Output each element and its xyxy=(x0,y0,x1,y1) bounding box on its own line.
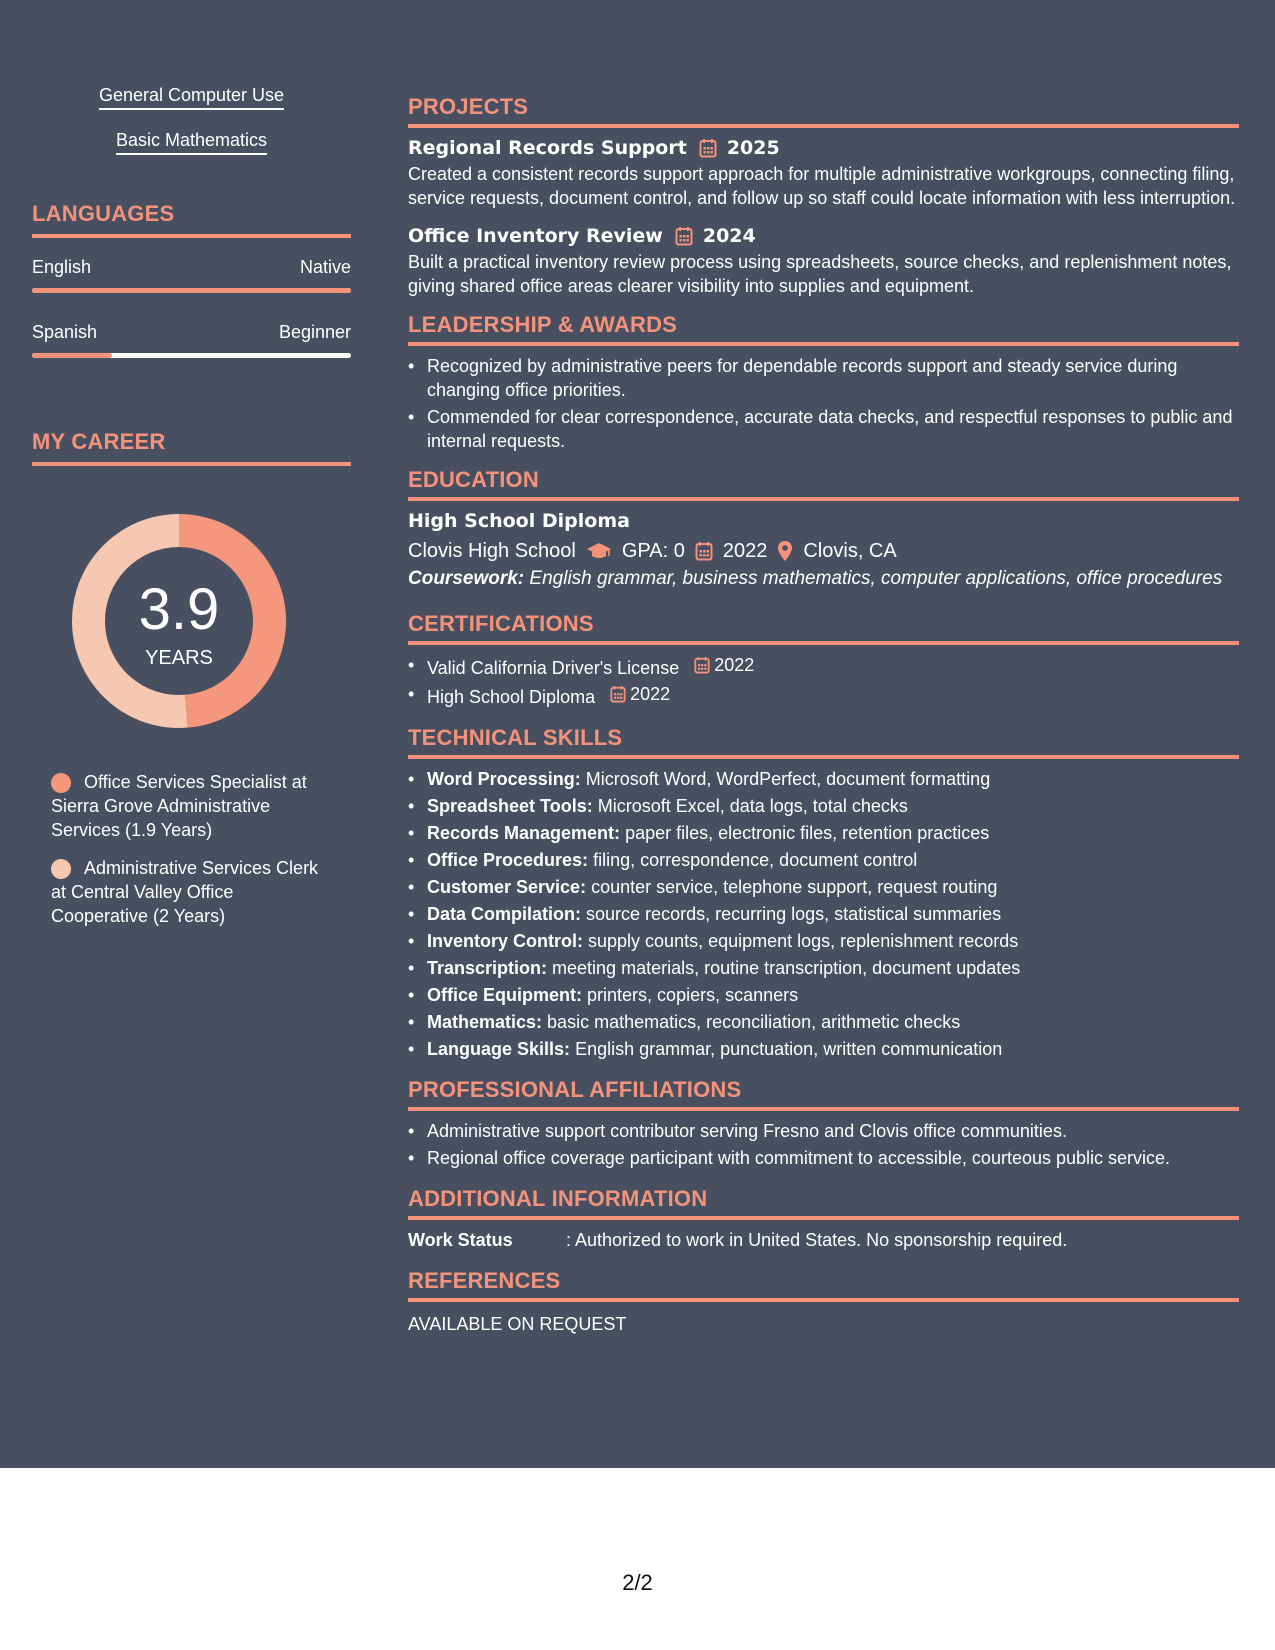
skill-item xyxy=(32,84,351,129)
technical-skill-item xyxy=(408,983,1239,1007)
work-status-label: Work Status xyxy=(408,1230,513,1250)
page-number: 2/2 xyxy=(622,1570,653,1595)
technical-skill-item xyxy=(408,767,1239,791)
languages-heading: LANGUAGES xyxy=(32,200,351,238)
language-bar xyxy=(32,288,351,293)
affiliations-list xyxy=(408,1119,1239,1170)
project-description: Built a practical inventory review process using spreadsheets, source checks, and replenishment notes, giving shared office areas clearer visibility into supplies and equipment. xyxy=(408,252,1232,296)
skill-category: Data Compilation: xyxy=(427,904,582,924)
calendar-icon xyxy=(610,685,626,703)
skill-category: Customer Service: xyxy=(427,877,587,897)
leadership-list xyxy=(408,354,1239,453)
career-donut-chart xyxy=(66,508,292,734)
language-name: English xyxy=(32,257,92,277)
technical-skill-item xyxy=(408,1037,1239,1061)
affiliations-heading: PROFESSIONAL AFFILIATIONS xyxy=(408,1077,1239,1111)
technical-skill-item xyxy=(408,875,1239,899)
technical-skill-item xyxy=(408,848,1239,872)
skill-category: Language Skills: xyxy=(427,1039,571,1059)
skill-category: Word Processing: xyxy=(427,769,581,789)
list-item xyxy=(408,653,1239,680)
technical-skill-item xyxy=(408,1010,1239,1034)
skill-label: General Computer Use xyxy=(99,84,284,110)
project-item xyxy=(408,222,1239,298)
career-legend-label: Administrative Services Clerk at Central Valley Office Cooperative (2 Years) xyxy=(51,858,319,926)
skill-details: counter service, telephone support, request routing xyxy=(591,877,998,897)
skill-label: Basic Mathematics xyxy=(116,129,267,155)
additional-info-heading: ADDITIONAL INFORMATION xyxy=(408,1186,1239,1220)
skill-category: Office Procedures: xyxy=(427,850,589,870)
skill-category: Spreadsheet Tools: xyxy=(427,796,593,816)
career-legend-item xyxy=(51,770,331,842)
skill-details: English grammar, punctuation, written communication xyxy=(575,1039,1003,1059)
education-meta xyxy=(408,535,1239,567)
calendar-icon xyxy=(695,541,713,561)
sidebar xyxy=(32,84,351,942)
technical-skill-item xyxy=(408,794,1239,818)
project-title: Regional Records Support xyxy=(408,137,687,159)
list-item xyxy=(408,682,1239,709)
skill-category: Office Equipment: xyxy=(427,985,583,1005)
skill-details: filing, correspondence, document control xyxy=(593,850,918,870)
skill-details: meeting materials, routine transcription, document updates xyxy=(552,958,1021,978)
legend-dot-icon xyxy=(51,859,71,879)
career-legend xyxy=(51,770,331,928)
skill-category: Inventory Control: xyxy=(427,931,583,951)
calendar-icon xyxy=(675,226,693,246)
graduation-year: 2022 xyxy=(722,540,768,562)
skill-details: source records, recurring logs, statistical summaries xyxy=(586,904,1002,924)
skill-category: Records Management: xyxy=(427,823,621,843)
references-text: AVAILABLE ON REQUEST xyxy=(408,1314,627,1334)
gpa: GPA: 0 xyxy=(621,540,685,562)
language-bar xyxy=(32,353,351,358)
career-heading: MY CAREER xyxy=(32,428,351,466)
project-title: Office Inventory Review xyxy=(408,225,663,247)
project-item xyxy=(408,134,1239,210)
list-item: • Commended for clear correspondence, accurate data checks, and respectful responses to public and internal requests. xyxy=(408,405,1239,453)
list-item: • Administrative support contributor serving Fresno and Clovis office communities. xyxy=(408,1119,1239,1143)
skill-category: Mathematics: xyxy=(427,1012,543,1032)
skill-category: Transcription: xyxy=(427,958,548,978)
project-year: 2025 xyxy=(726,137,780,159)
main-content xyxy=(408,94,1239,1336)
work-status-value: : Authorized to work in United States. No sponsorship required. xyxy=(566,1230,1068,1250)
skill-details: printers, copiers, scanners xyxy=(587,985,799,1005)
skill-details: supply counts, equipment logs, replenishment records xyxy=(588,931,1019,951)
language-row xyxy=(32,321,351,358)
technical-skills-list xyxy=(408,767,1239,1061)
technical-skills-heading: TECHNICAL SKILLS xyxy=(408,725,1239,759)
technical-skill-item xyxy=(408,902,1239,926)
education-heading: EDUCATION xyxy=(408,467,1239,501)
calendar-icon xyxy=(699,138,717,158)
coursework-label: Coursework: xyxy=(408,568,525,589)
list-item: • Recognized by administrative peers for dependable records support and steady service during changing office priorities. xyxy=(408,354,1239,402)
skill-details: basic mathematics, reconciliation, arithmetic checks xyxy=(547,1012,961,1032)
coursework xyxy=(408,567,1239,591)
degree-title: High School Diploma xyxy=(408,510,630,532)
certification-name: Valid California Driver's License xyxy=(427,658,680,678)
career-legend-label: Office Services Specialist at Sierra Grove Administrative Services (1.9 Years) xyxy=(51,772,307,840)
coursework-list: English grammar, business mathematics, computer applications, office procedures xyxy=(529,568,1223,589)
certifications-list xyxy=(408,653,1239,709)
language-row xyxy=(32,256,351,293)
school-name: Clovis High School xyxy=(408,540,576,562)
additional-info-row xyxy=(408,1228,1239,1252)
graduation-cap-icon xyxy=(586,541,612,561)
career-total-value: 3.9 xyxy=(138,577,220,642)
career-total-unit: YEARS xyxy=(145,647,213,669)
certification-name: High School Diploma xyxy=(427,687,596,707)
language-bar-fill xyxy=(32,288,351,293)
certification-year: 2022 xyxy=(630,684,671,704)
list-item: • Regional office coverage participant with commitment to accessible, courteous public service. xyxy=(408,1146,1239,1170)
skill-item xyxy=(32,129,351,174)
projects-heading: PROJECTS xyxy=(408,94,1239,128)
technical-skill-item xyxy=(408,821,1239,845)
skill-details: Microsoft Word, WordPerfect, document formatting xyxy=(585,769,991,789)
location-pin-icon xyxy=(777,540,793,562)
skill-details: paper files, electronic files, retention practices xyxy=(625,823,990,843)
certification-year: 2022 xyxy=(714,655,755,675)
language-bar-fill xyxy=(32,353,112,358)
project-description: Created a consistent records support approach for multiple administrative workgroups, connecting filing, service requests, document control, and follow up so staff could locate information with less interruption. xyxy=(408,164,1236,208)
language-level: Beginner xyxy=(278,322,351,342)
certifications-heading: CERTIFICATIONS xyxy=(408,611,1239,645)
calendar-icon xyxy=(694,656,710,674)
legend-dot-icon xyxy=(51,773,71,793)
project-year: 2024 xyxy=(702,225,756,247)
references-heading: REFERENCES xyxy=(408,1268,1239,1302)
technical-skill-item xyxy=(408,929,1239,953)
career-legend-item xyxy=(51,856,331,928)
technical-skill-item xyxy=(408,956,1239,980)
leadership-heading: LEADERSHIP & AWARDS xyxy=(408,312,1239,346)
education-entry xyxy=(408,507,1239,591)
skill-details: Microsoft Excel, data logs, total checks xyxy=(597,796,908,816)
language-name: Spanish xyxy=(32,322,98,342)
school-location: Clovis, CA xyxy=(803,540,897,562)
language-level: Native xyxy=(299,257,351,277)
